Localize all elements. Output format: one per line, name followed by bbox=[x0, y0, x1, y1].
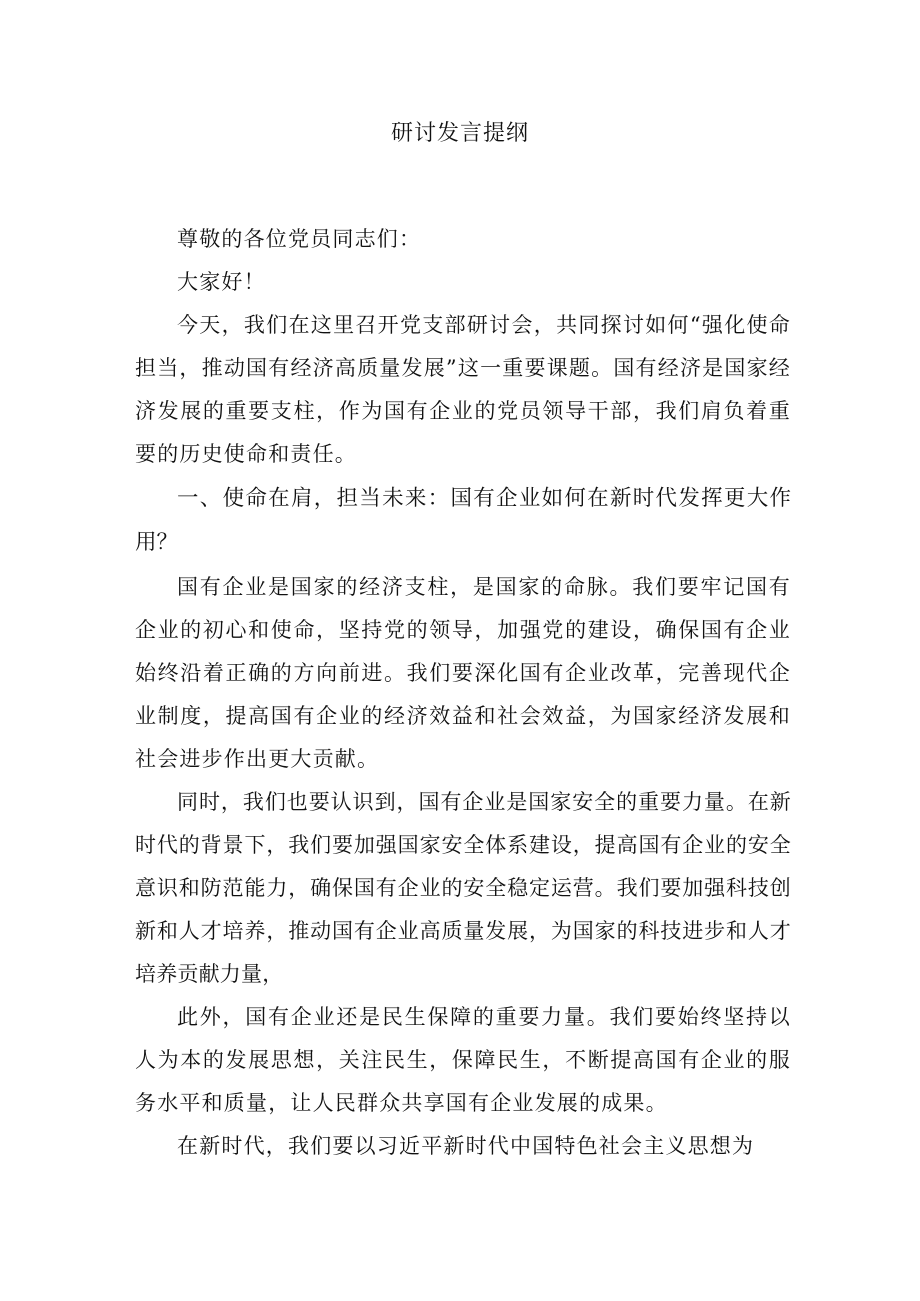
document-body bbox=[135, 218, 791, 1168]
body-paragraph-1: 国有企业是国家的经济支柱，是国家的命脉。我们要牢记国有企业的初心和使命，坚持党的领导，加强党的建设，确保国有企业始终沿着正确的方向前进。我们要深化国有企业改革，完善现代企业制度，提高国有企业的经济效益和社会效益，为国家经济发展和社会进步作出更大贡献。 bbox=[135, 575, 791, 771]
document-title: 研讨发言提纲 bbox=[390, 121, 529, 146]
body-paragraph-4: 在新时代，我们要以习近平新时代中国特色社会主义思想为 bbox=[177, 1134, 755, 1158]
body-paragraph-2: 同时，我们也要认识到，国有企业是国家安全的重要力量。在新时代的背景下，我们要加强国家安全体系建设，提高国有企业的安全意识和防范能力，确保国有企业的安全稳定运营。我们要加强科技创新和人才培养，推动国有企业高质量发展，为国家的科技进步和人才培养贡献力量， bbox=[135, 790, 791, 986]
intro-paragraph: 今天，我们在这里召开党支部研讨会，共同探讨如何“强化使命担当，推动国有经济高质量发展”这一重要课题。国有经济是国家经济发展的重要支柱，作为国有企业的党员领导干部，我们肩负着重要的历史使命和责任。 bbox=[135, 313, 791, 466]
salutation: 尊敬的各位党员同志们： bbox=[177, 227, 422, 251]
greeting: 大家好！ bbox=[177, 270, 266, 294]
section-heading: 一、使命在肩，担当未来：国有企业如何在新时代发挥更大作用？ bbox=[135, 486, 791, 555]
body-paragraph-3: 此外，国有企业还是民生保障的重要力量。我们要始终坚持以人为本的发展思想，关注民生，保障民生，不断提高国有企业的服务水平和质量，让人民群众共享国有企业发展的成果。 bbox=[135, 1005, 791, 1115]
